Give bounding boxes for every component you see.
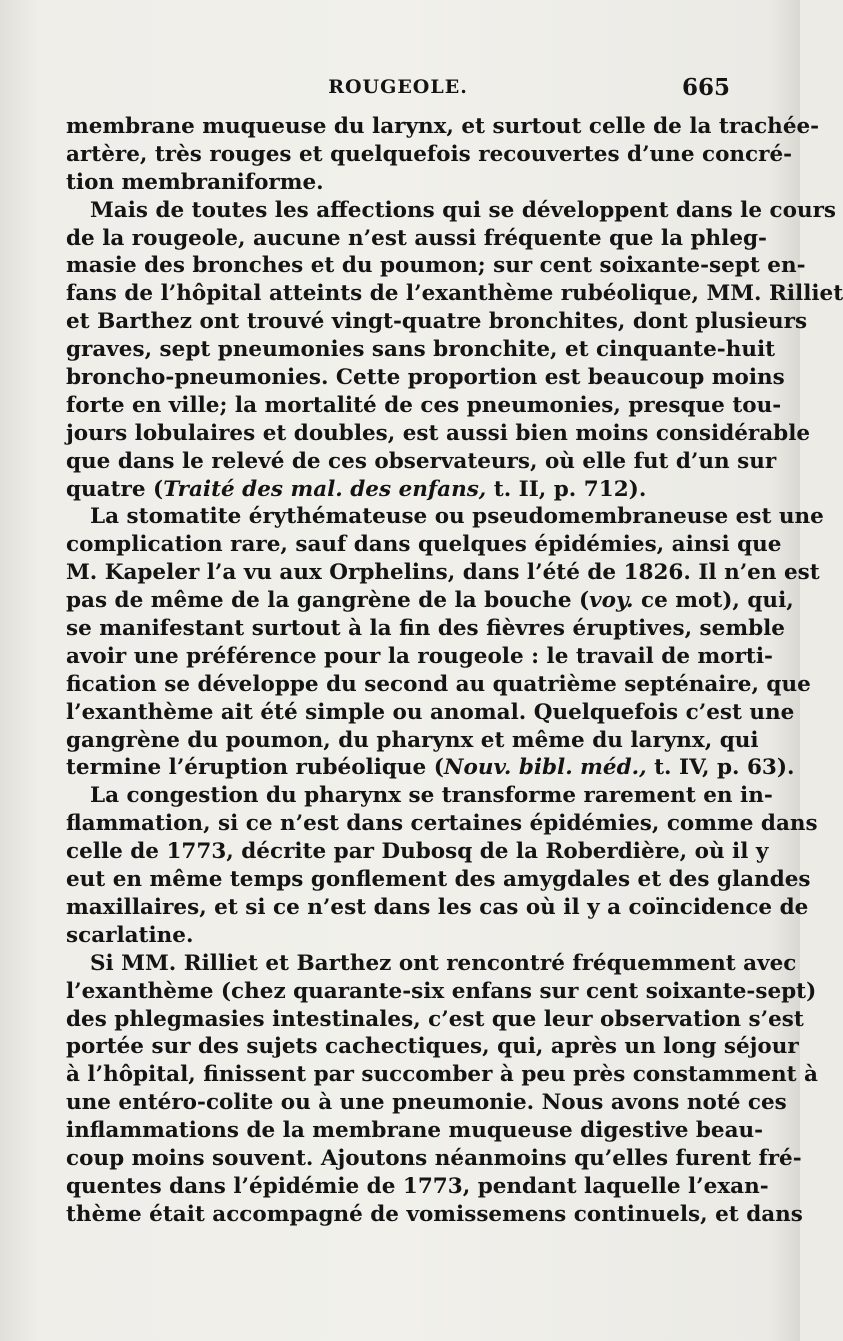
text-line: masie des bronches et du poumon; sur cent soixante-sept en- <box>66 253 806 279</box>
text-run: t. IV, p. 63). <box>646 755 795 781</box>
text-line: et Barthez ont trouvé vingt-quatre bronchites, dont plusieurs <box>66 309 808 335</box>
text-line: maxillaires, et si ce n’est dans les cas où il y a coïncidence de <box>66 894 809 920</box>
text-line: La stomatite érythémateuse ou pseudomembraneuse est une <box>90 504 824 530</box>
text-line: fication se développe du second au quatrième septénaire, que <box>66 671 811 697</box>
text-run: t. II, p. 712). <box>486 476 647 502</box>
text-line: jours lobulaires et doubles, est aussi bien moins considérable <box>66 420 811 446</box>
text-line: flammation, si ce n’est dans certaines épidémies, comme dans <box>66 811 818 837</box>
text-line: Si MM. Rilliet et Barthez ont rencontré fréquemment avec <box>90 950 797 976</box>
text-line: une entéro-colite ou à une pneumonie. Nous avons noté ces <box>66 1090 787 1116</box>
citation-title: Traité des mal. des enfans, <box>163 476 487 502</box>
text-run: termine l’éruption rubéolique ( <box>66 755 444 781</box>
text-line: Mais de toutes les affections qui se développent dans le cours <box>90 197 837 223</box>
text-line-citation <box>66 476 730 504</box>
page-number: 665 <box>681 74 730 101</box>
body-text <box>66 113 843 1229</box>
text-line: que dans le relevé de ces observateurs, où elle fut d’un sur <box>66 448 777 474</box>
text-line: portée sur des sujets cachectiques, qui, après un long séjour <box>66 1034 799 1060</box>
text-line: celle de 1773, décrite par Dubosq de la Roberdière, où il y <box>66 839 769 865</box>
text-line: quentes dans l’épidémie de 1773, pendant laquelle l’exan- <box>66 1173 769 1199</box>
text-line: membrane muqueuse du larynx, et surtout celle de la trachée- <box>66 114 820 139</box>
text-line: gangrène du poumon, du pharynx et même du larynx, qui <box>66 727 759 753</box>
text-run: ce mot), qui, <box>633 588 794 614</box>
text-line-crossref <box>66 587 794 615</box>
text-line: coup moins souvent. Ajoutons néanmoins qu’elles furent fré- <box>66 1145 802 1171</box>
text-line: inflammations de la membrane muqueuse digestive beau- <box>66 1118 764 1144</box>
text-line: M. Kapeler l’a vu aux Orphelins, dans l’été de 1826. Il n’en est <box>66 560 820 586</box>
text-line: des phlegmasies intestinales, c’est que leur observation s’est <box>66 1006 804 1032</box>
cross-reference: voy. <box>589 588 634 614</box>
text-run: pas de même de la gangrène de la bouche ( <box>66 588 590 614</box>
text-line: thème était accompagné de vomissemens continuels, et dans <box>66 1201 803 1227</box>
text-line: à l’hôpital, finissent par succomber à peu près constamment à <box>66 1062 818 1088</box>
text-line: scarlatine. <box>66 922 194 948</box>
text-line: de la rougeole, aucune n’est aussi fréquente que la phleg- <box>66 225 767 251</box>
text-line: fans de l’hôpital atteints de l’exanthème rubéolique, MM. Rilliet <box>66 281 843 307</box>
text-line: l’exanthème ait été simple ou anomal. Quelquefois c’est une <box>66 699 795 725</box>
text-line: forte en ville; la mortalité de ces pneumonies, presque tou- <box>66 392 782 418</box>
text-line: broncho-pneumonies. Cette proportion est beaucoup moins <box>66 365 785 391</box>
text-line: l’exanthème (chez quarante-six enfans sur cent soixante-sept) <box>66 978 817 1004</box>
text-line: artère, très rouges et quelquefois recouvertes d’une concré- <box>66 141 793 167</box>
page-header <box>66 76 730 106</box>
citation-title: Nouv. bibl. méd., <box>443 755 647 781</box>
text-line: avoir une préférence pour la rougeole : le travail de morti- <box>66 643 773 669</box>
text-line: se manifestant surtout à la fin des fièvres éruptives, semble <box>66 616 785 642</box>
text-line: graves, sept pneumonies sans bronchite, et cinquante-huit <box>66 337 776 363</box>
text-line: complication rare, sauf dans quelques épidémies, ainsi que <box>66 532 782 558</box>
text-line: tion membraniforme. <box>66 169 324 195</box>
running-title: ROUGEOLE. <box>328 76 468 98</box>
text-line: eut en même temps gonflement des amygdales et des glandes <box>66 867 811 893</box>
text-line-citation <box>66 754 795 782</box>
text-run: quatre ( <box>66 476 164 502</box>
text-line: La congestion du pharynx se transforme rarement en in- <box>90 783 773 809</box>
